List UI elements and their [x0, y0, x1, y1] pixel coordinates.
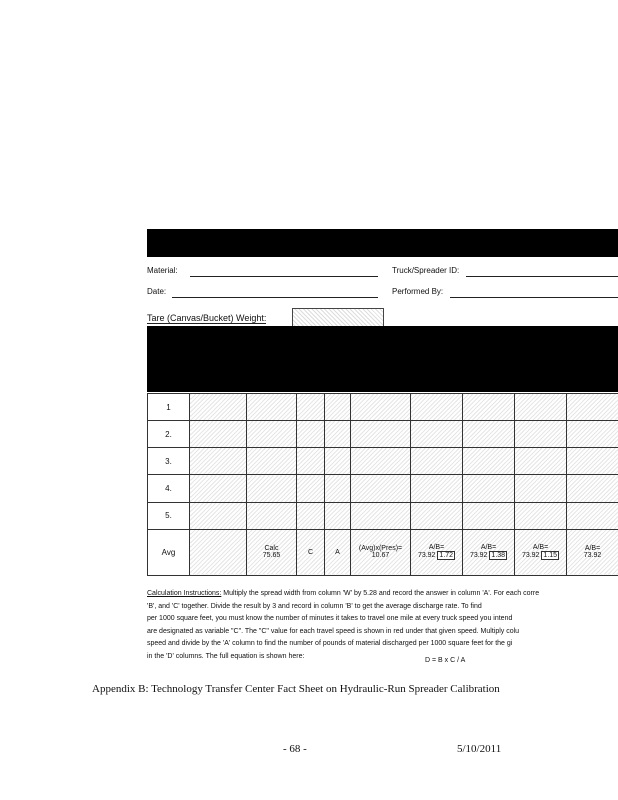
- table-row: [148, 394, 618, 421]
- table-cell[interactable]: [515, 502, 567, 529]
- table-row: [148, 502, 618, 529]
- table-cell[interactable]: [411, 394, 463, 421]
- table-cell[interactable]: [463, 475, 515, 502]
- table-header: [147, 326, 618, 392]
- cell-bottom-text: 73.92: [521, 552, 540, 560]
- performed-by-label: Performed By:: [392, 287, 444, 296]
- table-cell[interactable]: [297, 502, 325, 529]
- footer-date: 5/10/2011: [457, 743, 502, 755]
- table-cell[interactable]: [190, 394, 247, 421]
- ratio-cell: [411, 529, 463, 575]
- date-field[interactable]: [172, 297, 378, 298]
- result-box: 1.15: [543, 552, 558, 560]
- average-row: [148, 529, 618, 575]
- cell-top-text: Calc: [264, 545, 279, 553]
- table-cell[interactable]: [411, 421, 463, 448]
- cell-bottom-text: 10.67: [371, 552, 390, 560]
- table-cell[interactable]: [567, 448, 618, 475]
- a-cell: A: [325, 529, 351, 575]
- ratio-cell: [463, 529, 515, 575]
- table-cell[interactable]: [463, 394, 515, 421]
- table-cell[interactable]: [325, 448, 351, 475]
- table-cell[interactable]: [351, 475, 411, 502]
- table-cell[interactable]: [325, 394, 351, 421]
- table-cell[interactable]: [190, 421, 247, 448]
- row-number: 2.: [148, 421, 190, 448]
- instructions-line: speed and divide by the 'A' column to find the number of pounds of material discharged per 1000 square feet for the gi: [147, 640, 513, 647]
- ratio-cell: [515, 529, 567, 575]
- material-field[interactable]: [190, 276, 378, 277]
- table-cell[interactable]: [297, 421, 325, 448]
- table-cell: [190, 529, 247, 575]
- page-number: - 68 -: [283, 743, 307, 755]
- instructions-line: Multiply the spread width from column 'W' by 5.28 and record the answer in column 'A'. For each corre: [223, 590, 540, 597]
- table-cell[interactable]: [515, 421, 567, 448]
- instructions-line: 'B', and 'C' together. Divide the result by 3 and record in column 'B' to get the average discharge rate. To find: [147, 602, 482, 610]
- row-number: 1: [148, 394, 190, 421]
- table-cell[interactable]: [463, 448, 515, 475]
- result-box: 1.38: [491, 552, 506, 560]
- cell-top-text: A/B=: [532, 544, 549, 552]
- cell-bottom-text: 73.92: [417, 552, 436, 560]
- table-cell[interactable]: [567, 502, 618, 529]
- table-cell[interactable]: [515, 448, 567, 475]
- avg-pres-cell: [351, 529, 411, 575]
- table-cell[interactable]: [567, 475, 618, 502]
- table-cell[interactable]: [411, 502, 463, 529]
- table-cell[interactable]: [351, 421, 411, 448]
- instructions-heading: Calculation Instructions:: [147, 590, 222, 597]
- form-title-bar: [147, 229, 618, 257]
- row-number: 4.: [148, 475, 190, 502]
- avg-calc-cell: [247, 529, 297, 575]
- table-cell[interactable]: [297, 448, 325, 475]
- instructions-line: per 1000 square feet, you must know the number of minutes it takes to travel one mile at every truck speed you intend: [147, 615, 513, 622]
- figure-caption: Appendix B: Technology Transfer Center Fact Sheet on Hydraulic-Run Spreader Calibration: [92, 683, 500, 695]
- table-cell[interactable]: [247, 475, 297, 502]
- table-cell[interactable]: [515, 475, 567, 502]
- table-row: [148, 448, 618, 475]
- cell-top-text: A/B=: [428, 544, 445, 552]
- table-cell[interactable]: [297, 475, 325, 502]
- c-cell: C: [297, 529, 325, 575]
- calibration-table: [147, 393, 618, 576]
- table-cell[interactable]: [247, 502, 297, 529]
- cell-bottom-text: 75.65: [262, 552, 281, 560]
- equation: D = B x C / A: [425, 657, 466, 664]
- instructions-line: in the 'D' columns. The full equation is shown here:: [147, 652, 305, 660]
- table-cell[interactable]: [247, 448, 297, 475]
- table-cell[interactable]: [351, 502, 411, 529]
- cell-top-text: A/B=: [480, 544, 497, 552]
- row-number: 5.: [148, 502, 190, 529]
- table-cell[interactable]: [411, 448, 463, 475]
- table-cell[interactable]: [325, 502, 351, 529]
- table-cell[interactable]: [325, 421, 351, 448]
- cell-top-text: A/B=: [584, 545, 601, 553]
- row-number: 3.: [148, 448, 190, 475]
- table-cell[interactable]: [567, 421, 618, 448]
- table-cell[interactable]: [297, 394, 325, 421]
- table-cell[interactable]: [247, 394, 297, 421]
- instructions-line: are designated as variable "C". The "C" value for each travel speed is shown in red under that given speed. Multiply colu: [147, 627, 520, 635]
- result-box: 1.72: [439, 552, 454, 560]
- ratio-cell: [567, 529, 618, 575]
- tare-weight-label: Tare (Canvas/Bucket) Weight:: [147, 313, 267, 323]
- table-cell[interactable]: [190, 475, 247, 502]
- table-cell[interactable]: [411, 475, 463, 502]
- table-cell[interactable]: [567, 394, 618, 421]
- table-cell[interactable]: [190, 448, 247, 475]
- table-cell[interactable]: [351, 448, 411, 475]
- material-label: Material:: [147, 266, 178, 275]
- table-cell[interactable]: [351, 394, 411, 421]
- table-cell[interactable]: [515, 394, 567, 421]
- date-label: Date:: [147, 287, 167, 296]
- performed-by-field[interactable]: [450, 297, 618, 298]
- calculation-instructions: [147, 588, 618, 663]
- table-row: [148, 475, 618, 502]
- truck-spreader-label: Truck/Spreader ID:: [392, 266, 460, 275]
- avg-label: Avg: [148, 529, 190, 575]
- table-cell[interactable]: [247, 421, 297, 448]
- table-cell[interactable]: [325, 475, 351, 502]
- table-row: [148, 421, 618, 448]
- cell-bottom-text: 73.92: [583, 552, 602, 560]
- table-cell[interactable]: [463, 502, 515, 529]
- truck-spreader-field[interactable]: [466, 276, 618, 277]
- table-cell[interactable]: [463, 421, 515, 448]
- cell-top-text: (Avg)x(Pres)=: [358, 545, 403, 553]
- cell-bottom-text: 73.92: [469, 552, 488, 560]
- table-cell[interactable]: [190, 502, 247, 529]
